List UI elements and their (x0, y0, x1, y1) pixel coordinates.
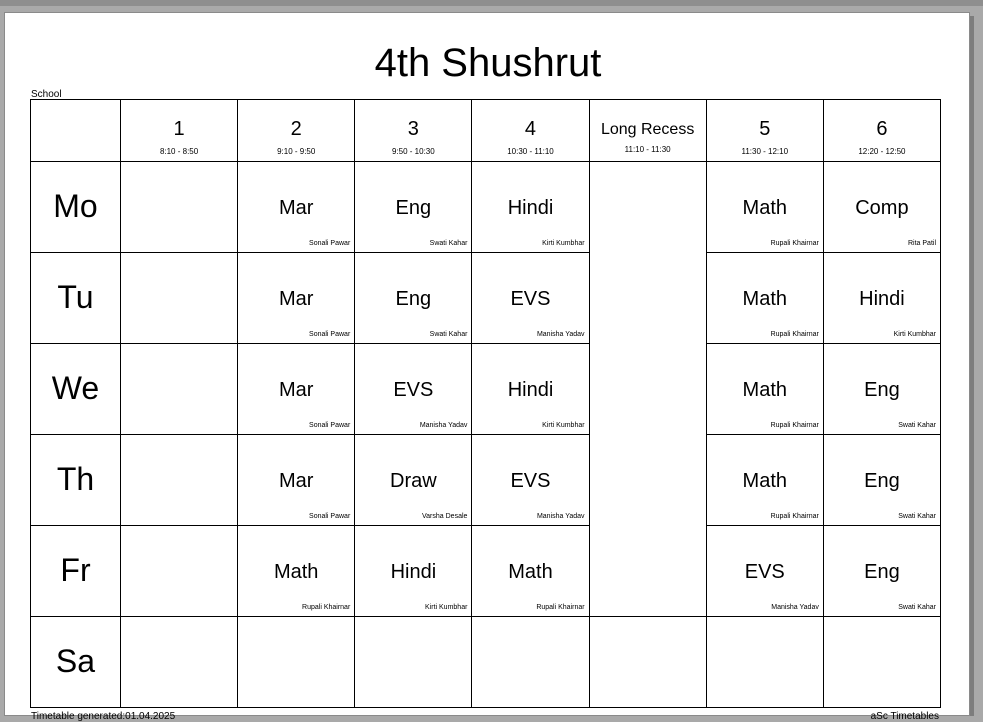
day-cell (31, 344, 121, 435)
lesson-cell (472, 435, 589, 526)
lesson-cell (355, 526, 472, 617)
period-number: 5 (759, 118, 771, 140)
timetable-page (4, 12, 970, 722)
lesson-cell (823, 435, 940, 526)
teacher-name: Swati Kahar (898, 513, 936, 520)
day-cell (31, 162, 121, 253)
teacher-name: Rupali Khairnar (770, 331, 819, 338)
teacher-name: Rupali Khairnar (302, 604, 351, 611)
teacher-name: Kirti Kumbhar (542, 240, 585, 247)
period-time: 10:30 - 11:10 (507, 147, 554, 156)
teacher-name: Rupali Khairnar (770, 422, 819, 429)
footer-generated-text: Timetable generated:01.04.2025 (31, 711, 176, 722)
lesson-cell (238, 253, 355, 344)
school-label: School (31, 89, 62, 100)
day-cell (31, 526, 121, 617)
day-row (31, 253, 941, 344)
period-time: 8:10 - 8:50 (159, 147, 199, 156)
lesson-cell (706, 253, 823, 344)
period-time: 9:50 - 10:30 (392, 147, 435, 156)
subject-label: Mar (278, 379, 314, 401)
lesson-cell (472, 526, 589, 617)
lesson-cell (472, 253, 589, 344)
subject-label: EVS (744, 561, 785, 583)
teacher-name: Manisha Yadav (536, 331, 585, 338)
lesson-cell (121, 253, 238, 344)
teacher-name: Swati Kahar (898, 422, 936, 429)
teacher-name: Swati Kahar (429, 240, 468, 247)
lesson-cell (121, 617, 238, 708)
teacher-name: Manisha Yadav (771, 604, 819, 611)
footer-brand-text: aSc Timetables (870, 711, 939, 722)
subject-label: Hindi (507, 379, 554, 401)
period-number: 6 (876, 118, 888, 140)
day-label: Th (56, 461, 95, 497)
teacher-name: Varsha Desale (422, 513, 468, 520)
subject-label: Draw (390, 470, 437, 492)
corner-cell (31, 100, 121, 162)
day-label: Fr (60, 552, 91, 588)
teacher-name: Rupali Khairnar (770, 513, 819, 520)
lesson-cell (823, 162, 940, 253)
recess-empty-cell (589, 617, 706, 708)
day-row (31, 162, 941, 253)
subject-label: EVS (510, 470, 551, 492)
subject-label: EVS (510, 288, 551, 310)
lesson-cell (706, 617, 823, 708)
day-label: Mo (53, 188, 98, 224)
period-header-6 (823, 100, 940, 162)
day-row (31, 617, 941, 708)
page-title: 4th Shushrut (374, 41, 602, 85)
period-number: 4 (524, 118, 537, 140)
subject-label: Mar (278, 470, 314, 492)
period-time: 9:10 - 9:50 (277, 147, 316, 156)
subject-label: Hindi (390, 561, 437, 583)
subject-label: EVS (393, 379, 434, 401)
lesson-cell (823, 253, 940, 344)
day-row (31, 344, 941, 435)
teacher-name: Sonali Pawar (309, 331, 351, 338)
teacher-name: Rupali Khairnar (536, 604, 585, 611)
subject-label: Comp (855, 197, 909, 219)
teacher-name: Manisha Yadav (419, 422, 468, 429)
lesson-cell (238, 162, 355, 253)
period-header-1 (121, 100, 238, 162)
subject-label: Math (742, 379, 787, 401)
teacher-name: Kirti Kumbhar (893, 331, 936, 338)
period-header-2 (238, 100, 355, 162)
teacher-name: Swati Kahar (898, 604, 936, 611)
lesson-cell (121, 162, 238, 253)
recess-label: Long Recess (600, 121, 695, 138)
window-top-edge (0, 0, 983, 6)
lesson-cell (121, 344, 238, 435)
subject-label: Math (508, 561, 553, 583)
subject-label: Eng (395, 197, 432, 219)
subject-label: Math (742, 470, 787, 492)
lesson-cell (121, 526, 238, 617)
subject-label: Hindi (507, 197, 554, 219)
subject-label: Hindi (859, 288, 905, 310)
lesson-cell (823, 617, 940, 708)
teacher-name: Kirti Kumbhar (425, 604, 468, 611)
day-label: Sa (55, 643, 96, 679)
lesson-cell (823, 526, 940, 617)
subject-label: Math (742, 197, 787, 219)
lesson-cell (706, 435, 823, 526)
lesson-cell (706, 344, 823, 435)
period-time: 11:30 - 12:10 (741, 147, 789, 156)
lesson-cell (355, 435, 472, 526)
lesson-cell (823, 344, 940, 435)
lesson-cell (355, 617, 472, 708)
teacher-name: Sonali Pawar (309, 240, 351, 247)
subject-label: Math (273, 561, 319, 583)
subject-label: Eng (395, 288, 432, 310)
day-cell (31, 435, 121, 526)
period-header-3 (355, 100, 472, 162)
period-time: 12:20 - 12:50 (858, 147, 906, 156)
period-number: 1 (173, 118, 185, 140)
day-row (31, 435, 941, 526)
subject-label: Math (742, 288, 787, 310)
subject-label: Eng (864, 561, 900, 583)
teacher-name: Sonali Pawar (309, 422, 351, 429)
lesson-cell (355, 253, 472, 344)
teacher-name: Swati Kahar (429, 331, 468, 338)
teacher-name: Rita Patil (907, 240, 936, 247)
lesson-cell (706, 162, 823, 253)
lesson-cell (238, 526, 355, 617)
header-row (31, 100, 941, 162)
period-header-long-recess (589, 100, 706, 162)
day-label: We (51, 370, 100, 406)
subject-label: Mar (278, 288, 314, 310)
subject-label: Eng (864, 470, 900, 492)
page-shadow (970, 16, 974, 716)
lesson-cell (355, 344, 472, 435)
period-time: 11:10 - 11:30 (624, 145, 671, 154)
lesson-cell (238, 344, 355, 435)
day-label: Tu (57, 279, 94, 315)
period-number: 2 (290, 118, 302, 140)
day-row (31, 526, 941, 617)
day-cell (31, 617, 121, 708)
period-header-5 (706, 100, 823, 162)
period-number: 3 (407, 118, 419, 140)
lesson-cell (706, 526, 823, 617)
long-recess-column (589, 162, 706, 617)
lesson-cell (472, 162, 589, 253)
lesson-cell (238, 617, 355, 708)
teacher-name: Kirti Kumbhar (542, 422, 585, 429)
lesson-cell (121, 435, 238, 526)
lesson-cell (472, 617, 589, 708)
teacher-name: Rupali Khairnar (770, 240, 819, 247)
lesson-cell (238, 435, 355, 526)
timetable-grid (30, 99, 941, 708)
subject-label: Eng (864, 379, 900, 401)
lesson-cell (472, 344, 589, 435)
teacher-name: Manisha Yadav (536, 513, 585, 520)
teacher-name: Sonali Pawar (309, 513, 351, 520)
day-cell (31, 253, 121, 344)
subject-label: Mar (278, 197, 314, 219)
period-header-4 (472, 100, 589, 162)
lesson-cell (355, 162, 472, 253)
